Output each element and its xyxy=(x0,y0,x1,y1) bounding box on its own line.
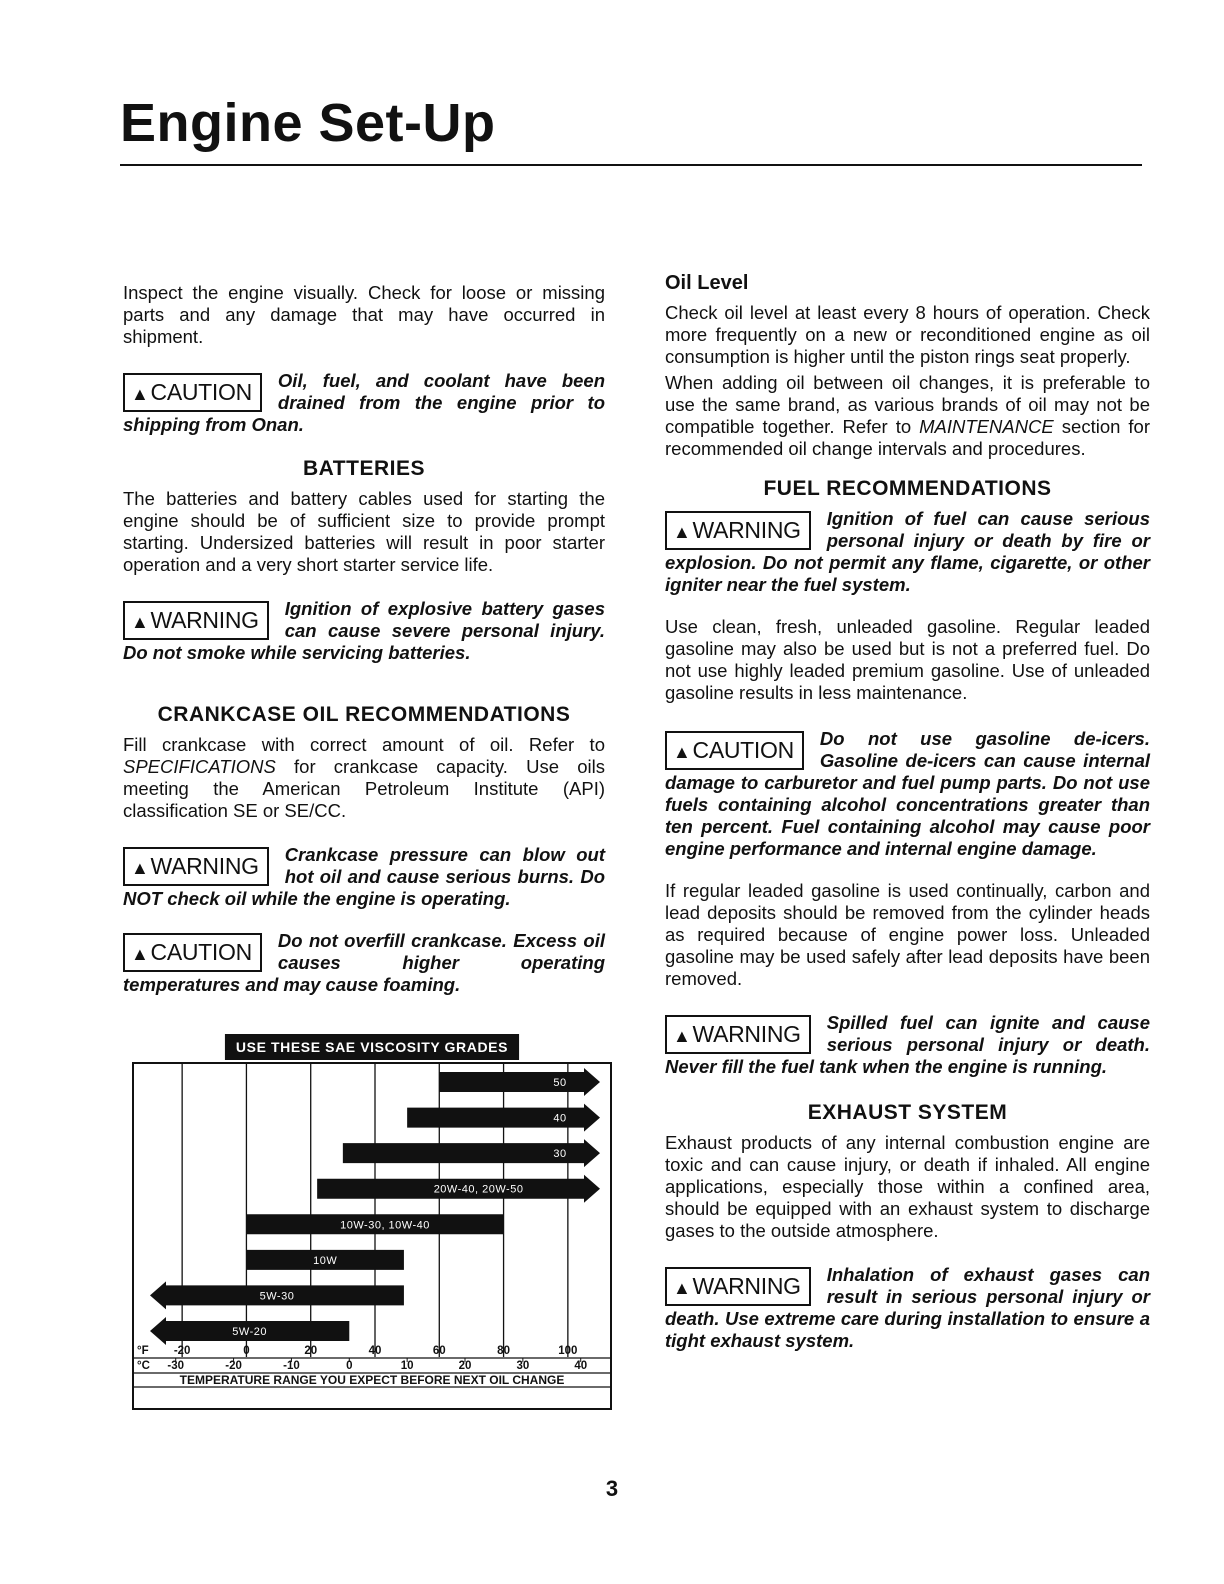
viscosity-bar-label: 5W-30 xyxy=(259,1290,295,1303)
fuel-heading: FUEL RECOMMENDATIONS xyxy=(763,477,1052,500)
warning-triangle-icon: ▲ xyxy=(131,944,149,964)
warning-text: Inhalation of exhaust gases can result in serious personal injury or death. Use extreme care during installation to ensure a tight exhaust system. xyxy=(665,1264,1150,1351)
exhaust-heading: EXHAUST SYSTEM xyxy=(807,1101,1008,1124)
caution-notice-overfill xyxy=(123,930,605,996)
fahrenheit-tick-label: 20 xyxy=(304,1345,318,1357)
celsius-tick-label: -10 xyxy=(283,1360,300,1372)
warning-badge xyxy=(123,847,269,886)
warning-badge-label: WARNING xyxy=(692,517,801,543)
warning-badge-label: WARNING xyxy=(150,853,259,879)
celsius-tick-label: 0 xyxy=(346,1360,353,1372)
chart-x-axis-title: TEMPERATURE RANGE YOU EXPECT BEFORE NEXT OIL CHANGE xyxy=(179,1373,565,1387)
warning-notice-fuel-ignition xyxy=(665,508,1150,596)
fahrenheit-tick-label: 40 xyxy=(368,1345,382,1357)
crankcase-text-2: for crankcase capacity. Use oils meeting the American Petroleum Institute (API) classification SE or SE/CC. xyxy=(123,756,605,821)
viscosity-bar-label: 10W-30, 10W-40 xyxy=(340,1219,430,1232)
fahrenheit-tick-label: 0 xyxy=(243,1345,250,1357)
caution-badge xyxy=(123,933,262,972)
page-number: 3 xyxy=(605,1476,619,1501)
oil-level-text-2: section for recommended oil change intervals and procedures. xyxy=(665,416,1150,459)
leaded-gasoline-paragraph: If regular leaded gasoline is used continually, carbon and lead deposits should be removed from the cylinder heads as required because of engine power loss. Unleaded gasoline may be used safely after lead deposits have been removed. xyxy=(665,880,1150,989)
warning-text: Ignition of explosive battery gases can cause severe personal injury. Do not smoke while servicing batteries. xyxy=(123,598,605,663)
fahrenheit-tick-label: 100 xyxy=(558,1345,578,1357)
celsius-tick-label: 20 xyxy=(458,1360,472,1372)
viscosity-bar-label: 40 xyxy=(553,1112,567,1125)
caution-text: Do not use gasoline de-icers. Gasoline de-icers can cause internal damage to carburetor and fuel pump parts. Do not use fuels containing alcohol concentrations greater than ten percent. Fuel containing alcohol may cause poor engine performance and internal engine damage. xyxy=(665,728,1150,859)
viscosity-bar xyxy=(407,1104,600,1132)
fuel-paragraph: Use clean, fresh, unleaded gasoline. Regular leaded gasoline may also be used but is not a preferred fuel. Do not use highly leaded premium gasoline. Use of unleaded gasoline results in less maintenance. xyxy=(665,616,1150,703)
warning-text: Crankcase pressure can blow out hot oil and cause serious burns. Do NOT check oil while the engine is operating. xyxy=(123,844,605,909)
batteries-paragraph: The batteries and battery cables used for starting the engine should be of sufficient size to provide prompt starting. Undersized batteries will result in poor starter operation and a very short starter service life. xyxy=(123,488,605,575)
caution-badge xyxy=(123,373,262,412)
crankcase-paragraph xyxy=(123,734,605,822)
oil-level-heading: Oil Level xyxy=(665,272,749,294)
caution-badge xyxy=(665,731,804,770)
right-column xyxy=(665,270,1150,1352)
celsius-tick-label: 30 xyxy=(516,1360,530,1372)
warning-triangle-icon: ▲ xyxy=(673,1278,691,1298)
warning-text: Ignition of fuel can cause serious personal injury or death by fire or explosion. Do not permit any flame, cigarette, or other igniter near the fuel system. xyxy=(665,508,1150,595)
celsius-axis-label: °C xyxy=(137,1360,150,1372)
viscosity-bar xyxy=(439,1068,600,1096)
celsius-tick-label: -30 xyxy=(167,1360,185,1372)
oil-level-paragraph-1: Check oil level at least every 8 hours of operation. Check more frequently on a new or reconditioned engine as oil consumption is higher until the piston rings seat properly. xyxy=(665,302,1150,367)
intro-paragraph: Inspect the engine visually. Check for loose or missing parts and any damage that may have occurred in shipment. xyxy=(123,282,605,347)
warning-triangle-icon: ▲ xyxy=(673,742,691,762)
caution-badge-label: CAUTION xyxy=(150,379,252,405)
viscosity-bar-label: 5W-20 xyxy=(232,1326,267,1338)
page-title: Engine Set-Up xyxy=(120,93,496,153)
warning-badge xyxy=(665,511,811,550)
left-column xyxy=(123,270,605,996)
crankcase-text-1: Fill crankcase with correct amount of oil. Refer to xyxy=(123,734,605,755)
maintenance-reference: MAINTENANCE xyxy=(919,416,1054,437)
caution-badge-label: CAUTION xyxy=(692,737,794,763)
viscosity-chart xyxy=(130,1032,614,1412)
celsius-tick-label: 10 xyxy=(400,1360,414,1372)
warning-triangle-icon: ▲ xyxy=(131,612,149,632)
warning-notice-exhaust xyxy=(665,1264,1150,1352)
warning-triangle-icon: ▲ xyxy=(131,384,149,404)
celsius-tick-label: -20 xyxy=(225,1360,242,1372)
viscosity-chart-svg xyxy=(130,1032,614,1412)
fahrenheit-tick-label: 80 xyxy=(497,1345,510,1357)
chart-title: USE THESE SAE VISCOSITY GRADES xyxy=(235,1039,509,1055)
warning-text: Spilled fuel can ignite and cause serious personal injury or death. Never fill the fuel tank when the engine is running. xyxy=(665,1012,1150,1077)
warning-notice-crankcase-pressure xyxy=(123,844,605,910)
warning-badge xyxy=(665,1015,811,1054)
viscosity-bar-label: 10W xyxy=(313,1254,338,1267)
warning-badge-label: WARNING xyxy=(150,607,259,633)
title-rule xyxy=(120,164,1142,166)
warning-badge xyxy=(123,601,269,640)
warning-triangle-icon: ▲ xyxy=(673,522,691,542)
fahrenheit-tick-label: -20 xyxy=(173,1345,191,1357)
viscosity-bar-label: 20W-40, 20W-50 xyxy=(433,1183,524,1196)
warning-badge-label: WARNING xyxy=(692,1021,801,1047)
warning-triangle-icon: ▲ xyxy=(131,858,149,878)
specifications-reference: SPECIFICATIONS xyxy=(123,756,276,777)
caution-notice-oil-drained xyxy=(123,370,605,436)
warning-badge xyxy=(665,1267,811,1306)
celsius-tick-label: 40 xyxy=(574,1360,588,1372)
batteries-heading: BATTERIES xyxy=(303,457,425,480)
fahrenheit-axis-label: °F xyxy=(137,1345,149,1357)
exhaust-paragraph: Exhaust products of any internal combustion engine are toxic and can cause injury, or death if inhaled. All engine applications, especially those within a confined area, should be equipped with an exhaust system to discharge gases to the outside atmosphere. xyxy=(665,1132,1150,1241)
caution-notice-de-icers xyxy=(665,728,1150,860)
caution-text: Do not overfill crankcase. Excess oil causes higher operating temperatures and may cause foaming. xyxy=(123,930,605,995)
viscosity-bar-label: 50 xyxy=(553,1077,567,1089)
fahrenheit-tick-label: 60 xyxy=(432,1345,446,1357)
caution-text: Oil, fuel, and coolant have been drained from the engine prior to shipping from Onan. xyxy=(123,370,605,435)
warning-triangle-icon: ▲ xyxy=(673,1026,691,1046)
warning-notice-battery-gases xyxy=(123,598,605,664)
oil-level-text-1: When adding oil between oil changes, it is preferable to use the same brand, as various brands of oil may not be compatible together. Refer to xyxy=(665,372,1150,437)
crankcase-heading: CRANKCASE OIL RECOMMENDATIONS xyxy=(157,703,571,726)
viscosity-bar-label: 30 xyxy=(553,1148,567,1161)
caution-badge-label: CAUTION xyxy=(150,939,252,965)
warning-notice-spilled-fuel xyxy=(665,1012,1150,1078)
warning-badge-label: WARNING xyxy=(692,1273,801,1299)
oil-level-paragraph-2 xyxy=(665,372,1150,460)
